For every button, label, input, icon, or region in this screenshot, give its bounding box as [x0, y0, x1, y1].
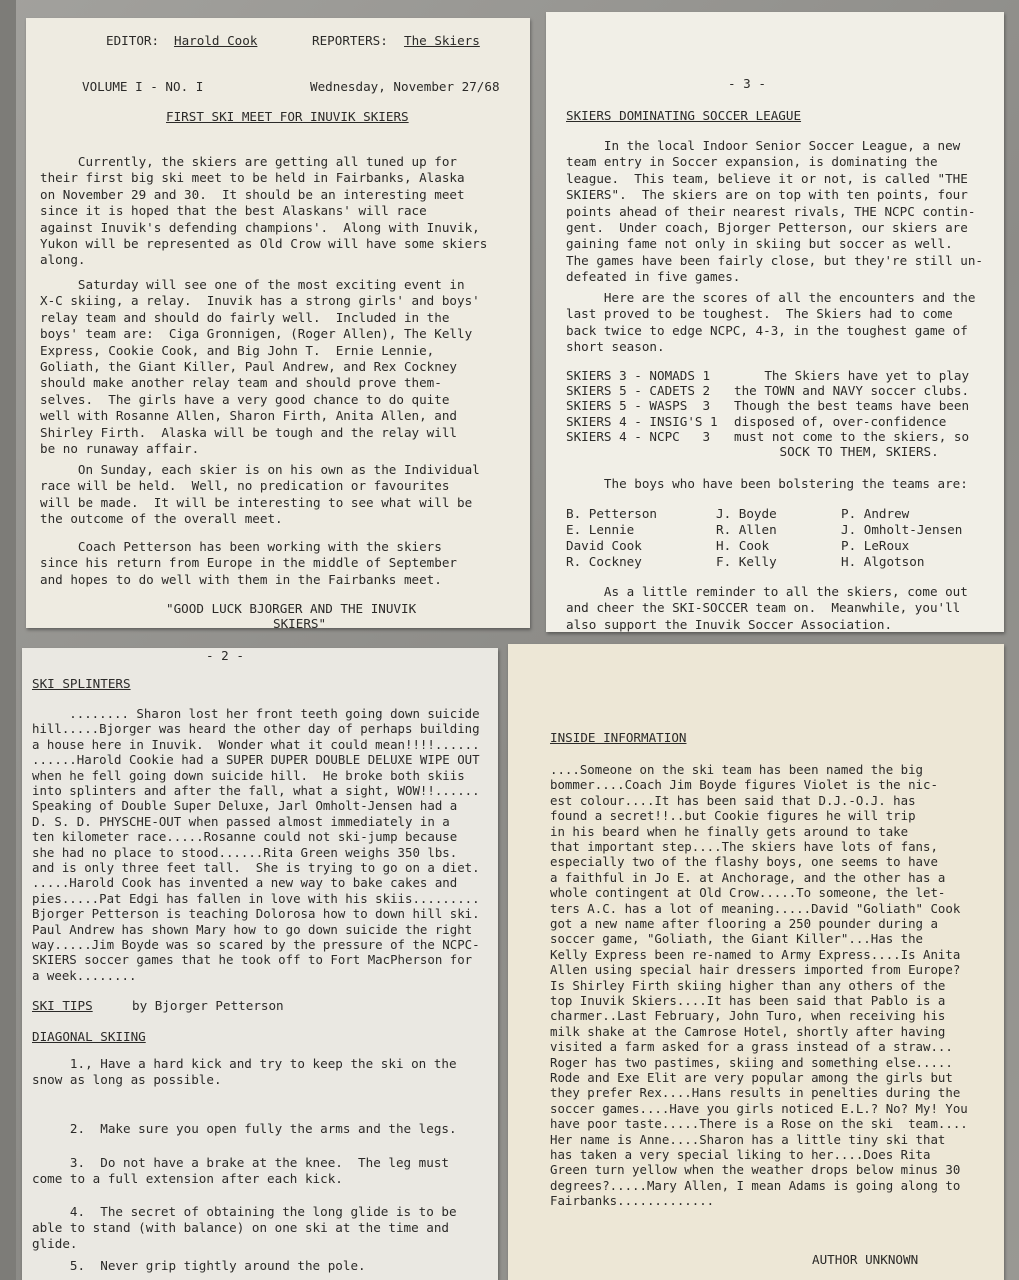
paragraph-line: Currently, the skiers are getting all tuned up for: [40, 154, 458, 169]
column-line: Green turn yellow when the weather drops below minus 30: [550, 1162, 961, 1178]
tips-byline: by Bjorger Petterson: [132, 998, 284, 1013]
column-line: have poor taste.....There is a Rose on the ski team....: [550, 1116, 968, 1132]
paragraph-line: defeated in five games.: [566, 269, 741, 285]
tips-subheading: DIAGONAL SKIING: [32, 1029, 146, 1044]
newsletter-page-3: [546, 12, 1004, 632]
column-line: Fairbanks.............: [550, 1193, 715, 1209]
paragraph-line: well with Rosanne Allen, Sharon Firth, Anita Allen, and: [40, 408, 458, 424]
roster-name: H. Cook: [716, 538, 770, 553]
roster-name: J. Boyde: [716, 506, 777, 521]
column-line: soccer games....Have you girls noticed E.L.? No? My! You: [550, 1100, 968, 1116]
paragraph-line: On Sunday, each skier is on his own as the Individual: [40, 462, 480, 477]
column-line: degrees?.....Mary Allen, I mean Adams is going along to: [550, 1177, 961, 1193]
tip-line: come to a full extension after each kick.: [32, 1170, 343, 1186]
note-line: The Skiers have yet to play: [734, 368, 970, 383]
column-line: SKIERS soccer games that he took off to Fort MacPherson for: [32, 952, 473, 968]
column-headline: SKI SPLINTERS: [32, 676, 131, 691]
column-line: Is Shirley Firth skiing higher than any others of the: [550, 977, 946, 993]
column-line: got a new name after flooring a 250 pounder during a: [550, 916, 938, 931]
column-line: pies.....Pat Edgi has fallen in love with his skiis.........: [32, 890, 480, 906]
column-line: milk shake at the Camrose Hotel, shortly after having: [550, 1023, 946, 1039]
paragraph-line: since it is hoped that the best Alaskans' will race: [40, 203, 427, 219]
paragraph-line: X-C skiing, a relay. Inuvik has a strong girls' and boys': [40, 293, 480, 309]
roster-name: P. LeRoux: [841, 538, 910, 553]
paragraph-line: Goliath, the Giant Killer, Paul Andrew, and Rex Cockney: [40, 359, 458, 374]
paragraph-line: Saturday will see one of the most exciting event in: [40, 277, 465, 292]
column-line: Kelly Express been re-named to Army Express....Is Anita: [550, 946, 961, 962]
roster-intro: The boys who have been bolstering the teams are:: [566, 476, 968, 491]
column-line: and is only three feet tall. She is trying to go on a diet.: [32, 860, 480, 875]
column-line: Allen using special hair dressers imported from Europe?: [550, 962, 961, 978]
note-line: Though the best teams have been: [734, 398, 970, 414]
score-line: SKIERS 3 - NOMADS 1: [566, 368, 711, 383]
paragraph-line: against Inuvik's defending champions'. Along with Inuvik,: [40, 219, 480, 235]
column-line: a faithful in Jo E. at Anchorage, and the other has a: [550, 869, 946, 885]
column-line: ten kilometer race.....Rosanne could not ski-jump because: [32, 829, 458, 845]
editor-label: EDITOR:: [106, 33, 160, 48]
tips-title: SKI TIPS: [32, 998, 93, 1013]
column-line: way.....Jim Boyde was so scared by the pressure of the NCPC-: [32, 937, 480, 952]
newsletter-page-2: [22, 648, 498, 1280]
column-line: Rode and Exe Elit are very popular among the girls but: [550, 1070, 953, 1085]
paragraph-line: back twice to edge NCPC, 4-3, in the toughest game of: [566, 322, 968, 338]
article-headline: SKIERS DOMINATING SOCCER LEAGUE: [566, 108, 802, 123]
note-line: must not come to the skiers, so: [734, 428, 970, 444]
paragraph-line: league. This team, believe it or not, is called "THE: [566, 170, 968, 186]
column-line: has taken a very special liking to her....Does Rita: [550, 1147, 931, 1162]
paragraph-line: team entry in Soccer expansion, is dominating the: [566, 154, 938, 170]
closing-line-2: SKIERS": [273, 616, 327, 628]
note-line: disposed of, over-confidence: [734, 413, 947, 429]
paragraph-line: SKIERS". The skiers are on top with ten points, four: [566, 187, 968, 203]
paragraph-line: along.: [40, 252, 86, 268]
editor-name: Harold Cook: [174, 33, 258, 48]
paragraph-line: The games have been fairly close, but they're still un-: [566, 252, 984, 268]
tip-line: 2. Make sure you open fully the arms and the legs.: [32, 1121, 457, 1136]
paragraph-line: points ahead of their nearest rivals, THE NCPC contin-: [566, 203, 976, 219]
roster-name: R. Allen: [716, 522, 777, 537]
paragraph-line: Yukon will be represented as Old Crow will have some skiers: [40, 236, 488, 251]
paragraph-line: also support the Inuvik Soccer Association.: [566, 616, 893, 632]
column-line: Her name is Anne....Sharon has a little tiny ski that: [550, 1131, 946, 1147]
column-line: ......Harold Cookie had a SUPER DUPER DOUBLE DELUXE WIPE OUT: [32, 752, 480, 768]
column-line: hill.....Bjorger was heard the other day of perhaps building: [32, 721, 480, 737]
paragraph-line: Express, Cookie Cook, and Big John T. Ernie Lennie,: [40, 342, 435, 358]
column-line: she had no place to stood......Rita Green weighs 350 lbs.: [32, 844, 458, 860]
column-line: especially two of the flashy boys, one seems to have: [550, 854, 938, 870]
roster-name: R. Cockney: [566, 554, 642, 569]
paragraph-line: Coach Petterson has been working with the skiers: [40, 539, 442, 554]
column-line: soccer game, "Goliath, the Giant Killer"...Has the: [550, 931, 923, 947]
paragraph-line: will be made. It will be interesting to see what will be: [40, 494, 473, 510]
column-line: visited a farm asked for a grass instead of a straw...: [550, 1039, 953, 1055]
roster-name: H. Algotson: [841, 554, 925, 569]
closing-line-1: "GOOD LUCK BJORGER AND THE INUVIK: [166, 601, 417, 616]
page-number: - 3 -: [728, 76, 766, 91]
paragraph-line: As a little reminder to all the skiers, come out: [566, 584, 968, 599]
column-line: a house here in Inuvik. Wonder what it could mean!!!!......: [32, 736, 480, 752]
paragraph-line: last proved to be toughest. The Skiers had to come: [566, 306, 953, 322]
column-line: D. S. D. PHYSCHE-OUT when passed almost immediately in a: [32, 813, 450, 829]
column-line: ters A.C. has a lot of meaning.....David "Goliath" Cook: [550, 900, 961, 916]
column-line: ........ Sharon lost her front teeth going down suicide: [32, 706, 480, 721]
paragraph-line: selves. The girls have a very good chance to do quite: [40, 391, 450, 407]
reporters-name: The Skiers: [404, 33, 480, 48]
tip-line: 3. Do not have a brake at the knee. The leg must: [32, 1155, 450, 1170]
tip-line: snow as long as possible.: [32, 1071, 222, 1087]
newsletter-page-1: [26, 18, 530, 628]
paragraph-line: their first big ski meet to be held in Fairbanks, Alaska: [40, 170, 465, 186]
column-line: in his beard when he finally gets around to take: [550, 823, 909, 839]
score-line: SKIERS 5 - WASPS 3: [566, 398, 711, 414]
paragraph-line: the outcome of the overall meet.: [40, 511, 283, 527]
column-line: whole contingent at Old Crow.....To someone, the let-: [550, 885, 946, 901]
column-line: ....Someone on the ski team has been named the big: [550, 762, 923, 777]
tip-line: 1., Have a hard kick and try to keep the ski on the: [32, 1056, 457, 1071]
paragraph-line: and cheer the SKI-SOCCER team on. Meanwhile, you'll: [566, 600, 961, 616]
column-line: Bjorger Petterson is teaching Dolorosa how to down hill ski.: [32, 906, 480, 922]
column-line: into splinters and after the fall, what a sight, WOW!!......: [32, 783, 480, 798]
volume-number: VOLUME I - NO. I: [82, 79, 204, 94]
roster-name: P. Andrew: [841, 506, 910, 521]
paragraph-line: since his return from Europe in the middle of September: [40, 555, 458, 571]
issue-date: Wednesday, November 27/68: [310, 79, 500, 94]
paragraph-line: In the local Indoor Senior Soccer League, a new: [566, 138, 961, 153]
roster-name: F. Kelly: [716, 554, 777, 569]
column-line: charmer..Last February, John Turo, when receiving his: [550, 1008, 946, 1024]
tip-line: able to stand (with balance) on one ski at the time and: [32, 1219, 450, 1235]
paragraph-line: and hopes to do well with them in the Fairbanks meet.: [40, 571, 442, 587]
score-line: SKIERS 4 - INSIG'S 1: [566, 413, 718, 429]
column-line: Speaking of Double Super Deluxe, Jarl Omholt-Jensen had a: [32, 798, 458, 814]
tip-line: 4. The secret of obtaining the long glide is to be: [32, 1204, 457, 1219]
roster-name: B. Petterson: [566, 506, 657, 521]
newsletter-page-4: [508, 644, 1004, 1280]
note-line: SOCK TO THEM, SKIERS.: [734, 444, 939, 459]
spiral-binding: [0, 0, 16, 1280]
column-headline: INSIDE INFORMATION: [550, 730, 687, 745]
column-line: found a secret!!..but Cookie figures he will trip: [550, 808, 916, 824]
column-line: bommer....Coach Jim Boyde figures Violet is the nic-: [550, 777, 938, 793]
column-line: .....Harold Cook has invented a new way to bake cakes and: [32, 875, 458, 891]
paragraph-line: gent. Under coach, Bjorger Petterson, our skiers are: [566, 220, 968, 235]
column-line: Paul Andrew has shown Mary how to go down suicide the right: [32, 921, 473, 937]
roster-name: David Cook: [566, 538, 642, 553]
tip-line: glide.: [32, 1235, 78, 1251]
roster-name: J. Omholt-Jensen: [841, 522, 963, 537]
paragraph-line: should make another relay team and should prove them-: [40, 375, 442, 391]
author-signature: AUTHOR UNKNOWN: [812, 1252, 919, 1267]
column-line: a week........: [32, 967, 137, 983]
tip-line: 5. Never grip tightly around the pole.: [32, 1258, 366, 1273]
score-line: SKIERS 4 - NCPC 3: [566, 428, 711, 444]
paragraph-line: be no runaway affair.: [40, 441, 200, 456]
column-line: they prefer Rex....Hans results in penelties during the: [550, 1085, 961, 1101]
paragraph-line: relay team and should do fairly well. Included in the: [40, 309, 450, 325]
paragraph-line: boys' team are: Ciga Gronnigen, (Roger Allen), The Kelly: [40, 326, 473, 342]
paragraph-line: short season.: [566, 339, 665, 355]
note-line: the TOWN and NAVY soccer clubs.: [734, 383, 970, 399]
column-line: that important step....The skiers have lots of fans,: [550, 839, 938, 854]
paragraph-line: Shirley Firth. Alaska will be tough and the relay will: [40, 424, 458, 440]
article-headline: FIRST SKI MEET FOR INUVIK SKIERS: [166, 109, 409, 124]
column-line: when he fell going down suicide hill. He broke both skiis: [32, 767, 465, 783]
paragraph-line: Here are the scores of all the encounters and the: [566, 290, 976, 305]
paragraph-line: on November 29 and 30. It should be an interesting meet: [40, 186, 465, 202]
column-line: est colour....It has been said that D.J.-O.J. has: [550, 792, 916, 808]
roster-name: E. Lennie: [566, 522, 635, 537]
column-line: top Inuvik Skiers....It has been said that Pablo is a: [550, 993, 946, 1008]
score-line: SKIERS 5 - CADETS 2: [566, 383, 711, 399]
reporters-label: REPORTERS:: [312, 33, 388, 48]
page-number: - 2 -: [206, 648, 244, 663]
column-line: Roger has two pastimes, skiing and something else.....: [550, 1054, 953, 1070]
paragraph-line: gaining fame not only in skiing but soccer as well.: [566, 236, 953, 252]
paragraph-line: race will be held. Well, no predication or favourites: [40, 478, 450, 494]
